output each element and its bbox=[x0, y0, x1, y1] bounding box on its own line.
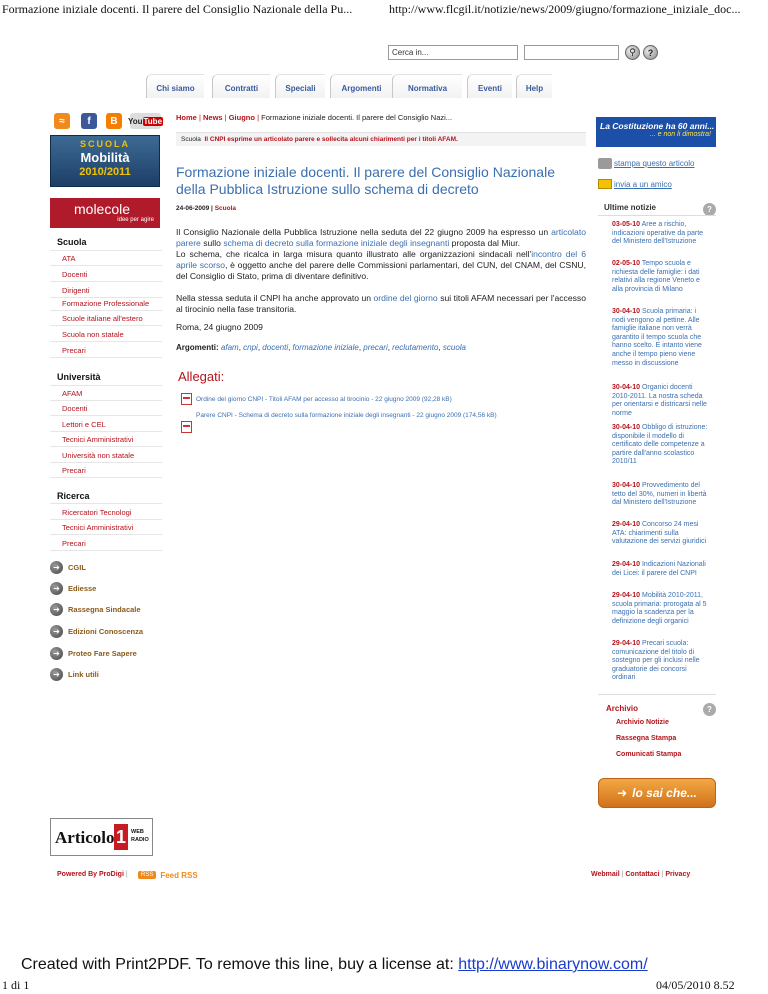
news-item[interactable] bbox=[612, 424, 710, 467]
sidebar-divider bbox=[50, 341, 162, 342]
sidebar-item-universita-non-statale[interactable]: Università non statale bbox=[62, 451, 135, 460]
rss-badge: RSS bbox=[138, 871, 156, 879]
print-page-url: http://www.flcgil.it/notizie/news/2009/giugno/formazione_iniziale_doc... bbox=[389, 2, 741, 16]
nav-normativa[interactable]: Normativa bbox=[392, 74, 462, 98]
webmail-link[interactable]: Webmail bbox=[591, 871, 620, 878]
sidebar-divider bbox=[50, 265, 162, 266]
sidebar-item-precari-ricerca[interactable]: Precari bbox=[62, 539, 86, 548]
divider bbox=[598, 694, 716, 695]
news-text[interactable]: Concorso 24 mesi ATA: chiarimenti sulla valutazione dei servizi giuridici bbox=[612, 521, 707, 546]
search-scope-field[interactable] bbox=[524, 45, 619, 60]
sidebar-item-lettori-cel[interactable]: Lettori e CEL bbox=[62, 420, 106, 429]
news-item[interactable] bbox=[612, 561, 710, 578]
subline-category: Scuola bbox=[181, 136, 201, 143]
article-date-category[interactable]: Scuola bbox=[214, 205, 236, 212]
news-text[interactable]: Indicazioni Nazionali dei Licei: il parere del CNPI bbox=[612, 561, 706, 577]
sidebar-item-dirigenti[interactable]: Dirigenti bbox=[62, 286, 90, 295]
search-input[interactable] bbox=[388, 45, 518, 60]
sidebar-divider bbox=[50, 503, 162, 504]
sidebar-item-docenti-uni[interactable]: Docenti bbox=[62, 404, 88, 413]
tag-scuola[interactable]: scuola bbox=[442, 343, 466, 352]
breadcrumb-news[interactable]: News bbox=[202, 113, 223, 122]
news-text[interactable]: Aree a rischio, indicazioni operative da parte del Ministero dell'Istruzione bbox=[612, 221, 704, 246]
envelope-icon bbox=[598, 179, 612, 189]
news-text[interactable]: Organici docenti 2010-2011. La nostra scheda per orientarsi e districarsi nelle norme bbox=[612, 384, 707, 417]
print-page-title: Formazione iniziale docenti. Il parere del Consiglio Nazionale della Pu... bbox=[2, 2, 353, 16]
search-icon: ⚲ bbox=[629, 47, 636, 57]
sidebar-item-tecnici-uni[interactable]: Tecnici Amministrativi bbox=[62, 435, 134, 444]
tag-precari[interactable]: precari bbox=[363, 343, 388, 352]
rss-icon[interactable]: ≈ bbox=[54, 113, 70, 129]
sidebar-link-cgil[interactable]: CGIL bbox=[68, 563, 86, 572]
news-date: 29-04-10 bbox=[612, 640, 641, 647]
sidebar-divider bbox=[50, 431, 162, 432]
sidebar-divider bbox=[50, 297, 162, 298]
blogger-icon[interactable]: B bbox=[106, 113, 122, 129]
news-item[interactable] bbox=[612, 640, 710, 683]
news-date: 30-04-10 bbox=[612, 482, 641, 489]
news-text[interactable]: Tempo scuola e richiesta delle famiglie: i dati relativi alla regione Veneto e alla provincia di Milano bbox=[612, 260, 700, 293]
news-text[interactable]: Scuola primaria: i nodi vengono al pettine. Alle famiglie italiane non verrà garantito il tempo scuola che hanno scelto. E intanto viene anche il tempo pieno viene messo in discussione bbox=[612, 308, 702, 367]
pdf-icon bbox=[181, 421, 192, 433]
news-date: 30-04-10 bbox=[612, 424, 641, 431]
news-date: 30-04-10 bbox=[612, 308, 641, 315]
archivio-notizie-link[interactable]: Archivio Notizie bbox=[616, 719, 669, 726]
news-date: 30-04-10 bbox=[612, 384, 641, 391]
articolo1-title: Articolo bbox=[55, 828, 115, 847]
nav-speciali[interactable]: Speciali bbox=[275, 74, 325, 98]
binarynow-link[interactable]: http://www.binarynow.com/ bbox=[458, 956, 648, 973]
sidebar-divider bbox=[50, 415, 162, 416]
sidebar-divider bbox=[50, 281, 162, 282]
arrow-right-icon: ➜ bbox=[50, 603, 63, 616]
news-date: 03-05-10 bbox=[612, 221, 641, 228]
arrow-right-icon: ➜ bbox=[50, 582, 63, 595]
sidebar-item-scuole-estero[interactable]: Scuole italiane all'estero bbox=[62, 314, 143, 323]
banner-mobilita[interactable] bbox=[50, 135, 160, 187]
news-date: 29-04-10 bbox=[612, 592, 641, 599]
articolo1-web-radio-banner[interactable] bbox=[50, 818, 153, 856]
sidebar-title-universita: Università bbox=[57, 372, 101, 382]
breadcrumb-giugno[interactable]: Giugno bbox=[228, 113, 255, 122]
sidebar-divider bbox=[50, 357, 162, 358]
tag-reclutamento[interactable]: reclutamento bbox=[392, 343, 439, 352]
nav-argomenti[interactable]: Argomenti bbox=[330, 74, 392, 98]
search-button[interactable] bbox=[625, 45, 640, 60]
send-to-friend-link[interactable]: invia a un amico bbox=[614, 180, 672, 189]
sidebar-divider bbox=[50, 325, 162, 326]
sidebar-divider bbox=[50, 400, 162, 401]
news-item[interactable] bbox=[612, 221, 710, 247]
costituzione-title: La Costituzione ha 60 anni... bbox=[600, 121, 715, 131]
powered-by-link[interactable]: Powered By ProDigi | bbox=[57, 871, 128, 878]
article-date bbox=[176, 205, 236, 212]
sidebar-item-docenti[interactable]: Docenti bbox=[62, 270, 88, 279]
article-place-date: Roma, 24 giugno 2009 bbox=[176, 322, 263, 332]
article-paragraph-2 bbox=[176, 293, 586, 315]
news-text[interactable]: Obbligo di istruzione: disponibile il modello di certificato delle competenze a partire dall'anno scolastico 2010/11 bbox=[612, 424, 708, 466]
breadcrumb-current: Formazione iniziale docenti. Il parere del Consiglio Nazi... bbox=[261, 113, 453, 122]
tag-docenti[interactable]: docenti bbox=[262, 343, 289, 352]
nav-help[interactable]: Help bbox=[516, 74, 552, 98]
sidebar-item-tecnici-ricerca[interactable]: Tecnici Amministrativi bbox=[62, 523, 134, 532]
print-article-link[interactable]: stampa questo articolo bbox=[614, 159, 695, 168]
subline-text: Il CNPI esprime un articolato parere e sollecita alcuni chiarimenti per i titoli AFAM. bbox=[204, 136, 458, 143]
molecole-subtitle: idee per agire bbox=[117, 217, 154, 223]
sidebar-item-ricercatori[interactable]: Ricercatori Tecnologi bbox=[62, 508, 132, 517]
sidebar-divider bbox=[50, 385, 162, 386]
tag-afam[interactable]: afam bbox=[220, 343, 239, 352]
sidebar-divider bbox=[50, 519, 162, 520]
nav-contratti[interactable]: Contratti bbox=[212, 74, 270, 98]
sidebar-link-link-utili[interactable]: Link utili bbox=[68, 670, 99, 679]
costituzione-subtitle: ... e non li dimostra! bbox=[649, 131, 711, 138]
allegati-title: Allegati: bbox=[178, 369, 225, 384]
link-articolato-parere[interactable]: articolato parere bbox=[176, 227, 586, 248]
articolo1-number: 1 bbox=[114, 824, 128, 850]
banner-years-label: 2010/2011 bbox=[79, 166, 131, 178]
sidebar-item-precari-uni[interactable]: Precari bbox=[62, 466, 86, 475]
news-item[interactable] bbox=[612, 260, 710, 294]
printer-icon bbox=[598, 158, 612, 169]
sidebar-title-scuola: Scuola bbox=[57, 237, 87, 247]
nav-chi-siamo[interactable]: Chi siamo bbox=[146, 74, 204, 98]
created-with-text: Created with Print2PDF. To remove this line, buy a license at: bbox=[21, 956, 454, 973]
youtube-icon[interactable]: You Tube bbox=[130, 113, 161, 129]
divider bbox=[598, 215, 716, 216]
news-item[interactable] bbox=[612, 521, 710, 547]
molecole-title: molecole bbox=[74, 201, 131, 217]
banner-molecole[interactable] bbox=[50, 198, 160, 228]
arrow-right-icon: ➜ bbox=[50, 668, 63, 681]
facebook-icon[interactable]: f bbox=[81, 113, 97, 129]
sidebar-divider bbox=[50, 250, 162, 251]
banner-scuola-label: SCUOLA bbox=[80, 139, 130, 149]
help-icon: ? bbox=[647, 47, 654, 58]
articolo1-web-radio: WEB RADIO bbox=[131, 829, 149, 843]
article-argomenti: Argomenti: afam, cnpi, docenti, formazione iniziale, precari, reclutamento, scuola bbox=[176, 343, 466, 352]
sidebar-item-scuola-non-statale[interactable]: Scuola non statale bbox=[62, 330, 124, 339]
text-fragment: sui titoli AFAM necessari per l'accesso al tirocinio nella fase transitoria. bbox=[176, 293, 586, 314]
news-item[interactable] bbox=[612, 308, 710, 368]
sidebar-item-precari-scuola[interactable]: Precari bbox=[62, 346, 86, 355]
print-date: 04/05/2010 8.52 bbox=[656, 978, 735, 992]
sidebar-link-rassegna-sindacale[interactable]: Rassegna Sindacale bbox=[68, 605, 141, 614]
help-icon[interactable]: ? bbox=[703, 203, 716, 216]
breadcrumb: Home | News | Giugno | Formazione iniziale docenti. Il parere del Consiglio Nazi... bbox=[176, 113, 453, 122]
breadcrumb-home[interactable]: Home bbox=[176, 113, 197, 122]
sidebar-link-ediesse[interactable]: Ediesse bbox=[68, 584, 97, 593]
article-date-value: 24-06-2009 | bbox=[176, 205, 213, 212]
sidebar-link-edizioni-conoscenza[interactable]: Edizioni Conoscenza bbox=[68, 627, 144, 636]
article-title: Formazione iniziale docenti. Il parere del Consiglio Nazionale della Pubblica Istruzione sullo schema di decreto bbox=[176, 164, 555, 197]
news-date: 29-04-10 bbox=[612, 521, 641, 528]
footer-links: Webmail | Contattaci | Privacy bbox=[591, 871, 691, 878]
sidebar-divider bbox=[50, 310, 162, 311]
text-fragment: Nella stessa seduta il CNPI ha anche approvato un bbox=[176, 293, 372, 303]
banner-mobilita-label: Mobilità bbox=[80, 150, 130, 165]
help-button[interactable] bbox=[643, 45, 658, 60]
feed-rss-link[interactable] bbox=[138, 869, 198, 881]
text-fragment: sullo bbox=[203, 238, 221, 248]
attachment-link-1[interactable]: Ordine del giorno CNPI - Titoli AFAM per accesso al tirocinio - 22 giugno 2009 (92,28 kB) bbox=[196, 396, 452, 403]
news-item[interactable] bbox=[612, 592, 710, 626]
sidebar-item-ata[interactable]: ATA bbox=[62, 254, 76, 263]
argomenti-label: Argomenti: bbox=[176, 343, 219, 352]
arrow-right-icon: ➜ bbox=[50, 625, 63, 638]
sidebar-divider bbox=[50, 462, 162, 463]
sidebar-item-afam[interactable]: AFAM bbox=[62, 389, 83, 398]
sidebar-item-formazione-professionale[interactable]: Formazione Professionale bbox=[62, 299, 150, 308]
comunicati-stampa-link[interactable]: Comunicati Stampa bbox=[616, 751, 682, 758]
arrow-right-icon: ➜ bbox=[50, 647, 63, 660]
link-schema-decreto[interactable]: schema di decreto sulla formazione iniziale degli insegnanti bbox=[223, 238, 450, 248]
sidebar-divider bbox=[50, 446, 162, 447]
help-icon[interactable]: ? bbox=[703, 703, 716, 716]
arrow-right-icon: ➜ bbox=[617, 786, 628, 800]
privacy-link[interactable]: Privacy bbox=[665, 871, 691, 878]
contattaci-link[interactable]: Contattaci bbox=[625, 871, 660, 878]
news-date: 29-04-10 bbox=[612, 561, 641, 568]
sidebar-title-ricerca: Ricerca bbox=[57, 491, 90, 501]
feed-rss-label: Feed RSS bbox=[160, 870, 198, 880]
news-text[interactable]: Provvedimento del tetto del 30%, numeri in libertà dal Ministero dell'Istruzione bbox=[612, 482, 707, 507]
pdf-icon bbox=[181, 393, 192, 405]
text-fragment: Il Consiglio Nazionale della Pubblica Istruzione nella seduta del 22 giugno 2009 ha espresso un bbox=[176, 227, 549, 237]
banner-costituzione[interactable] bbox=[596, 117, 716, 147]
article-subline bbox=[176, 132, 586, 146]
news-text[interactable]: Precari scuola: comunicazione del titolo di sostegno per gli inclusi nelle graduatorie dei concorsi ordinari bbox=[612, 640, 700, 682]
lo-sai-che-label: lo sai che... bbox=[632, 786, 697, 800]
link-ordine-del-giorno[interactable]: ordine del giorno bbox=[373, 293, 438, 303]
text-fragment: , è oggetto anche del parere delle Commissioni parlamentari, del CUN, del CNAM, del CSNU, del Consiglio di Stato, prima di diventare definitivo. bbox=[176, 260, 587, 281]
news-text[interactable]: Mobilità 2010-2011, scuola primaria: prorogata al 5 maggio la scadenza per la definizione degli organici bbox=[612, 592, 707, 625]
text-fragment: proposta dal Miur. bbox=[451, 238, 520, 248]
sidebar-divider bbox=[50, 534, 162, 535]
page-number: 1 di 1 bbox=[2, 978, 30, 992]
news-item[interactable] bbox=[612, 384, 710, 418]
created-with-notice bbox=[21, 956, 648, 974]
sidebar-divider bbox=[50, 477, 162, 478]
news-item[interactable] bbox=[612, 482, 710, 508]
article-paragraph-1 bbox=[176, 227, 586, 282]
powered-by-text: Powered By ProDigi bbox=[57, 871, 124, 878]
lo-sai-che-banner[interactable] bbox=[598, 778, 716, 808]
rassegna-stampa-link[interactable]: Rassegna Stampa bbox=[616, 735, 677, 742]
text-fragment: Lo schema, che ricalca in larga misura quanto illustrato alle organizzazioni sindacali nell' bbox=[176, 249, 532, 259]
sidebar-divider bbox=[50, 550, 162, 551]
tag-cnpi[interactable]: cnpi bbox=[243, 343, 258, 352]
ultime-notizie-title: Ultime notizie bbox=[604, 203, 657, 212]
tag-formazione-iniziale[interactable]: formazione iniziale bbox=[292, 343, 359, 352]
link-incontro-6-aprile[interactable]: incontro del 6 aprile scorso bbox=[176, 249, 586, 270]
news-date: 02-05-10 bbox=[612, 260, 641, 267]
arrow-right-icon: ➜ bbox=[50, 561, 63, 574]
nav-eventi[interactable]: Eventi bbox=[467, 74, 512, 98]
archivio-title: Archivio bbox=[606, 704, 639, 713]
sidebar-link-proteo[interactable]: Proteo Fare Sapere bbox=[68, 649, 137, 658]
attachment-link-2[interactable]: Parere CNPI - Schema di decreto sulla formazione iniziale degli insegnanti - 22 giugno 2009 (174,56 kB) bbox=[196, 412, 497, 419]
